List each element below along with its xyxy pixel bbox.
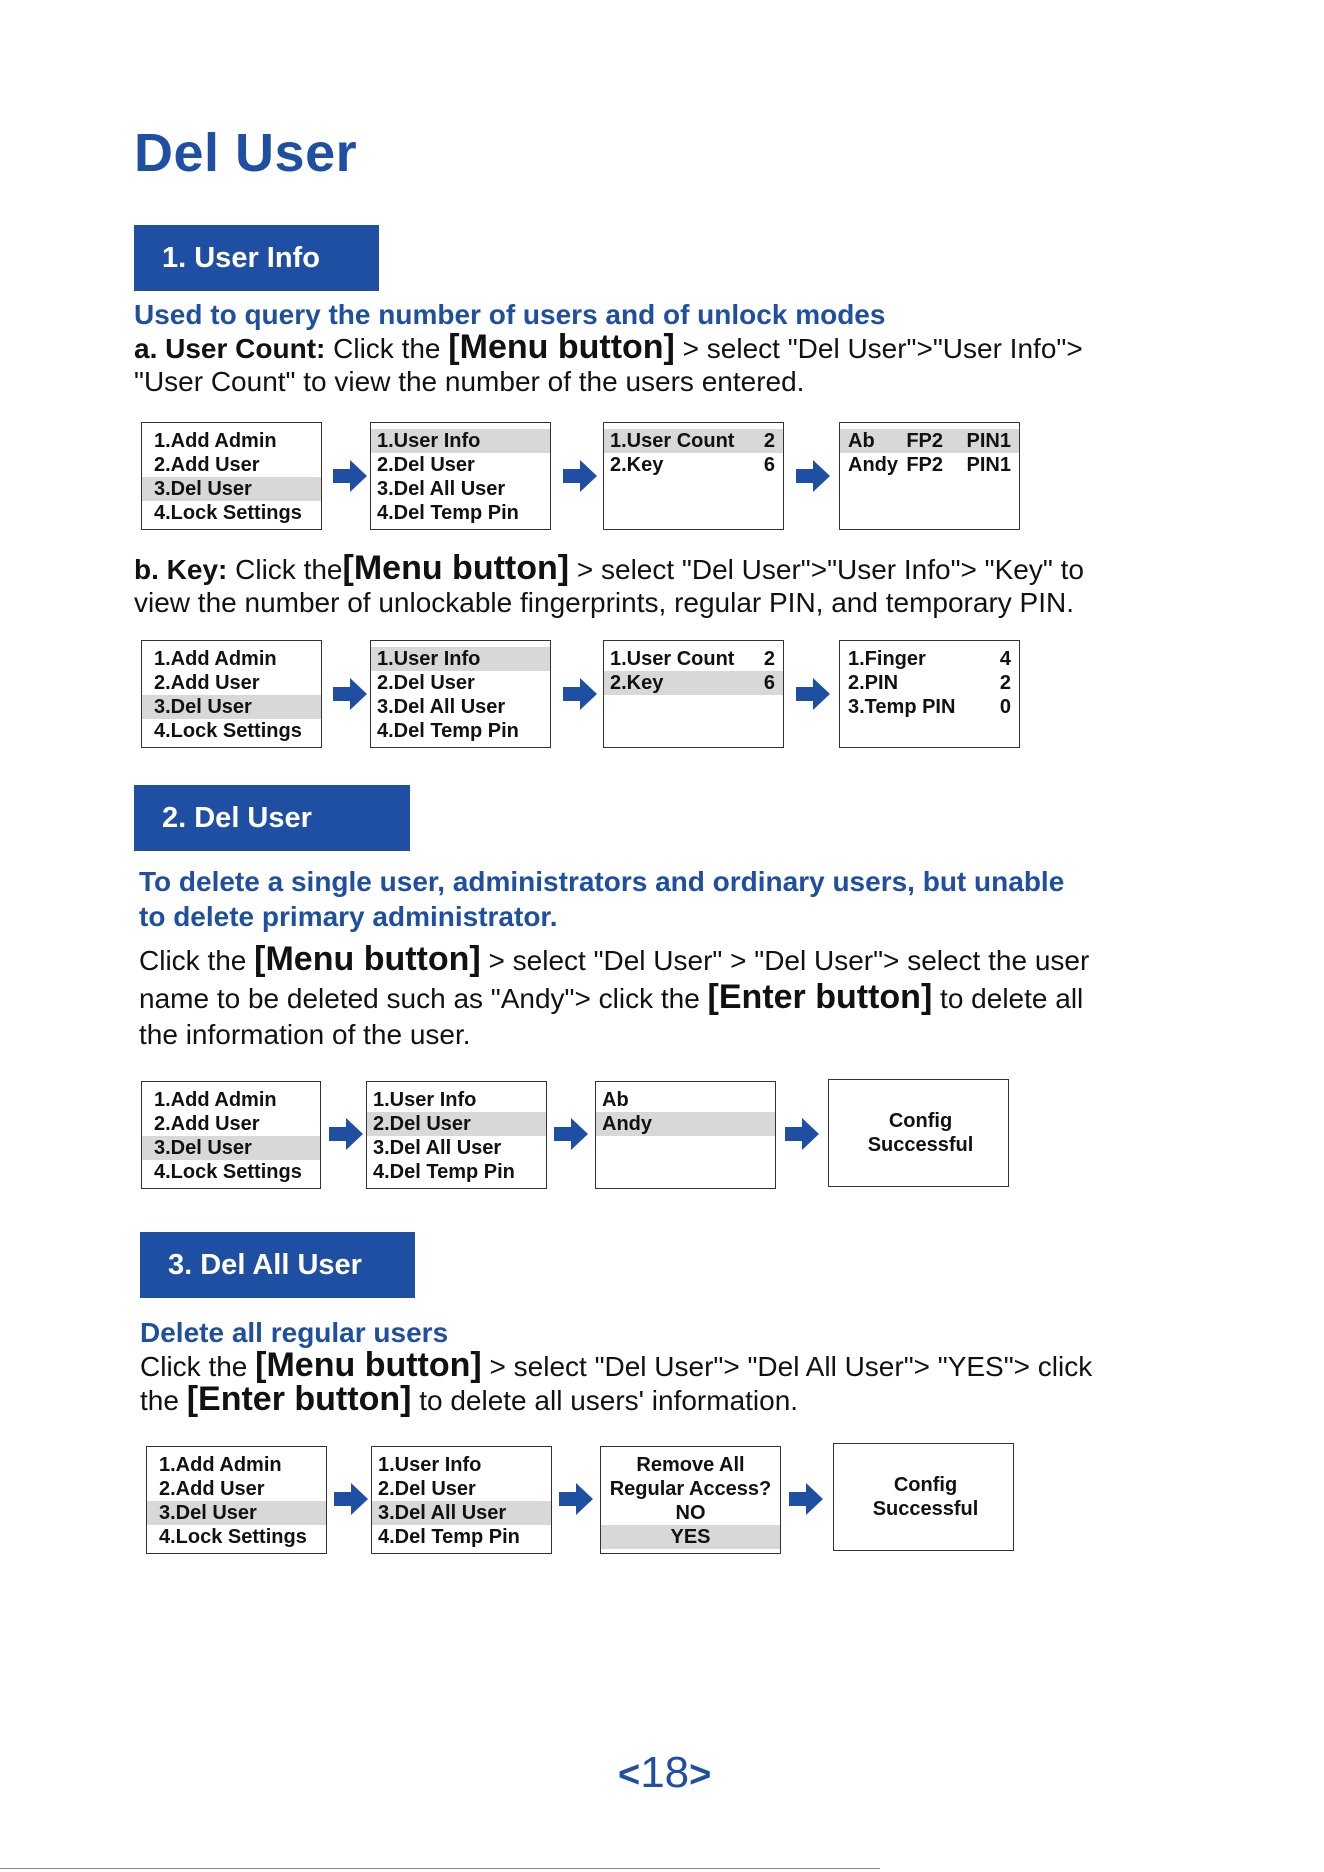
menu-item-selected: 3.Del User — [142, 477, 321, 501]
menu-item: 4.Del Temp Pin — [377, 502, 519, 524]
enter-button-ref: [Enter button] — [186, 1380, 412, 1418]
label: 2.Key — [610, 454, 664, 476]
text: to delete all — [932, 983, 1084, 1014]
menu-item: 1.Add Admin — [154, 1089, 277, 1111]
menu-item-selected: 3.Del User — [142, 695, 321, 719]
right-arrow-icon — [563, 678, 597, 710]
config-text: Successful — [872, 1498, 979, 1520]
section-subtitle-user-info: Used to query the number of users and of unlock modes — [134, 299, 886, 330]
section-subtitle-del-user-2: to delete primary administrator. — [139, 901, 558, 932]
text: > select "Del User"> "Del All User"> "YES"> click — [481, 1351, 1093, 1382]
menu-item: 2.Add User — [154, 672, 260, 694]
text: to delete all users' information. — [411, 1385, 799, 1416]
menu-item: 4.Del Temp Pin — [373, 1161, 515, 1183]
option-no: NO — [675, 1502, 706, 1524]
section-badge-user-info: 1. User Info — [134, 225, 379, 291]
text: "User Count" to view the number of the users entered. — [134, 366, 805, 397]
config-text: Successful — [867, 1134, 974, 1156]
info-row-key — [604, 453, 783, 477]
section-badge-del-user: 2. Del User — [134, 785, 410, 851]
config-text: Config — [893, 1474, 958, 1496]
screen-config-successful — [833, 1443, 1014, 1551]
paragraph-del-all — [140, 1346, 1093, 1418]
screen-key-counts — [839, 640, 1020, 748]
menu-item: 2.Del User — [378, 1478, 476, 1500]
user-name: Ab — [848, 430, 875, 452]
screen-remove-all-confirm — [600, 1446, 781, 1554]
menu-item: 3.Del All User — [373, 1137, 502, 1159]
label: 2.Key — [610, 672, 664, 694]
menu-item-selected: 1.User Info — [371, 647, 550, 671]
menu-item: 2.Add User — [154, 454, 260, 476]
menu-item: 1.Add Admin — [159, 1454, 282, 1476]
menu-button-ref: [Menu button] — [254, 940, 481, 978]
user-item-selected: Andy — [596, 1112, 775, 1136]
menu-item: 2.Del User — [377, 672, 475, 694]
screen-del-menu — [370, 422, 551, 530]
section-subtitle-del-user: To delete a single user, administrators and ordinary users, but unable — [139, 866, 1065, 897]
count-row — [840, 671, 1019, 695]
menu-button-ref: [Menu button] — [448, 328, 675, 366]
screen-del-menu — [371, 1446, 552, 1554]
label: 1.User Count — [610, 648, 735, 670]
value: 2 — [999, 672, 1011, 694]
menu-item: 4.Lock Settings — [154, 1161, 302, 1183]
count-row — [840, 695, 1019, 719]
screen-user-select — [595, 1081, 776, 1189]
paragraph-user-count — [134, 328, 1083, 398]
right-arrow-icon — [329, 1118, 363, 1150]
label-user-count: a. User Count: — [134, 333, 326, 364]
label: 1.Finger — [848, 648, 926, 670]
chevron-right-icon: > — [689, 1754, 712, 1796]
menu-item-selected: 3.Del All User — [372, 1501, 551, 1525]
screen-user-list — [839, 422, 1020, 530]
text: > select "Del User" > "Del User"> select the user — [480, 945, 1090, 976]
right-arrow-icon — [796, 678, 830, 710]
value: 4 — [999, 648, 1011, 670]
confirm-text: Regular Access? — [609, 1478, 772, 1500]
user-pin: PIN1 — [966, 454, 1011, 476]
page-title: Del User — [134, 123, 358, 183]
value: 6 — [763, 672, 775, 694]
label-key: b. Key: — [134, 554, 228, 585]
menu-item: 4.Lock Settings — [154, 720, 302, 742]
menu-item-selected: 2.Del User — [367, 1112, 546, 1136]
screen-main-menu — [146, 1446, 327, 1554]
right-arrow-icon — [559, 1483, 593, 1515]
section-badge-del-all-user: 3. Del All User — [140, 1232, 415, 1298]
menu-button-ref: [Menu button] — [255, 1346, 482, 1384]
user-item: Ab — [602, 1089, 629, 1111]
user-pin: PIN1 — [966, 430, 1011, 452]
footer-divider — [0, 1868, 880, 1869]
option-yes-selected: YES — [601, 1525, 780, 1549]
menu-item-selected: 3.Del User — [142, 1136, 320, 1160]
value: 0 — [999, 696, 1011, 718]
config-text: Config — [888, 1110, 953, 1132]
menu-item: 3.Del All User — [377, 478, 506, 500]
chevron-left-icon: < — [618, 1754, 641, 1796]
menu-item: 4.Lock Settings — [159, 1526, 307, 1548]
menu-item-selected: 3.Del User — [147, 1501, 326, 1525]
right-arrow-icon — [796, 460, 830, 492]
screen-main-menu — [141, 1081, 321, 1189]
menu-item: 3.Del All User — [377, 696, 506, 718]
screen-del-menu — [370, 640, 551, 748]
text: the — [140, 1385, 187, 1416]
user-fp: FP2 — [906, 430, 944, 452]
label: 1.User Count — [610, 430, 735, 452]
screen-main-menu — [141, 422, 322, 530]
label: 2.PIN — [848, 672, 899, 694]
right-arrow-icon — [333, 460, 367, 492]
text: > select "Del User">"User Info"> — [674, 333, 1083, 364]
menu-item-selected: 1.User Info — [371, 429, 550, 453]
menu-button-ref: [Menu button] — [342, 549, 570, 587]
user-fp: FP2 — [906, 454, 944, 476]
right-arrow-icon — [334, 1483, 368, 1515]
menu-item: 1.Add Admin — [154, 648, 277, 670]
right-arrow-icon — [554, 1118, 588, 1150]
right-arrow-icon — [563, 460, 597, 492]
text: name to be deleted such as "Andy"> click the — [139, 983, 708, 1014]
text: view the number of unlockable fingerprints, regular PIN, and temporary PIN. — [134, 587, 1075, 618]
user-row — [840, 453, 1019, 477]
right-arrow-icon — [333, 678, 367, 710]
label: 3.Temp PIN — [848, 696, 956, 718]
value: 2 — [763, 648, 775, 670]
confirm-text: Remove All — [636, 1454, 745, 1476]
count-row — [840, 647, 1019, 671]
menu-item: 4.Del Temp Pin — [378, 1526, 520, 1548]
screen-user-info — [603, 422, 784, 530]
info-row-key — [604, 671, 783, 695]
menu-item: 2.Add User — [159, 1478, 265, 1500]
text: Click the — [325, 333, 449, 364]
text: the information of the user. — [139, 1019, 471, 1050]
page-number — [618, 1748, 711, 1798]
screen-user-info — [603, 640, 784, 748]
right-arrow-icon — [789, 1483, 823, 1515]
screen-config-successful — [828, 1079, 1009, 1187]
text: > select "Del User">"User Info"> "Key" to — [569, 554, 1084, 585]
menu-item: 4.Del Temp Pin — [377, 720, 519, 742]
menu-item: 2.Del User — [377, 454, 475, 476]
value: 2 — [763, 430, 775, 452]
text: Click the — [227, 554, 343, 585]
page-number-value: 18 — [640, 1748, 690, 1797]
menu-item: 1.Add Admin — [154, 430, 277, 452]
menu-item: 1.User Info — [378, 1454, 482, 1476]
menu-item: 1.User Info — [373, 1089, 477, 1111]
user-name: Andy — [848, 454, 898, 476]
menu-item: 4.Lock Settings — [154, 502, 302, 524]
menu-item: 2.Add User — [154, 1113, 260, 1135]
section-subtitle-del-all: Delete all regular users — [140, 1317, 449, 1348]
info-row-user-count — [604, 429, 783, 453]
paragraph-key — [134, 549, 1084, 619]
value: 6 — [763, 454, 775, 476]
text: Click the — [140, 1351, 256, 1382]
enter-button-ref: [Enter button] — [707, 978, 933, 1016]
paragraph-del-user — [139, 941, 1089, 1053]
right-arrow-icon — [785, 1118, 819, 1150]
info-row-user-count — [604, 647, 783, 671]
screen-del-menu — [366, 1081, 547, 1189]
text: Click the — [139, 945, 255, 976]
user-row — [840, 429, 1019, 453]
screen-main-menu — [141, 640, 322, 748]
